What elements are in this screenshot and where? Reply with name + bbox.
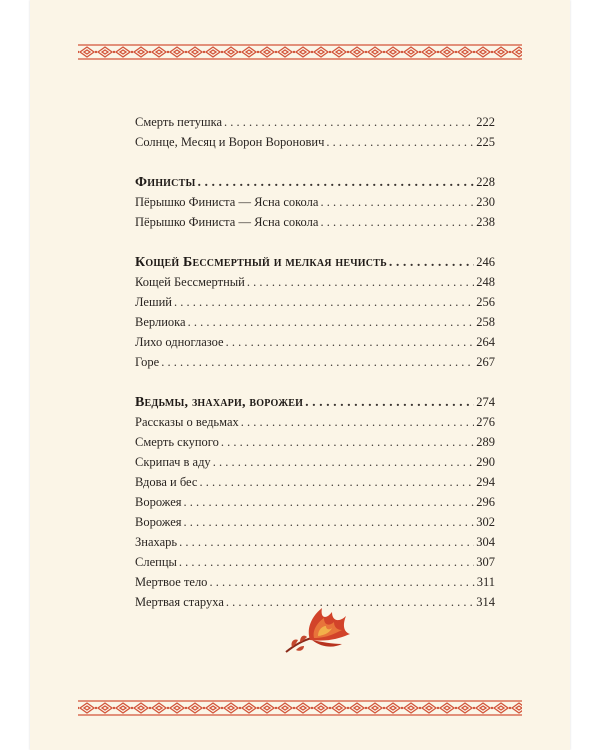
toc-entry (135, 453, 495, 471)
toc-dot-leader (174, 293, 474, 311)
toc-entry-title: Солнце, Месяц и Ворон Воронович (135, 135, 325, 149)
toc-entry-title: Смерть скупого (135, 435, 219, 449)
toc-entry (135, 113, 495, 131)
toc-page-number: 267 (476, 355, 495, 369)
toc-dot-leader (320, 213, 474, 231)
top-ornamental-border-icon (78, 44, 522, 60)
fire-flower-ornament-icon (282, 600, 352, 660)
toc-page-number: 289 (476, 435, 495, 449)
toc-page-number: 304 (476, 535, 495, 549)
toc-page-number: 222 (476, 115, 495, 129)
toc-page-number: 290 (476, 455, 495, 469)
book-page (30, 0, 570, 750)
toc-entry (135, 493, 495, 511)
toc-dot-leader (247, 273, 474, 291)
toc-page-number: 274 (476, 395, 495, 409)
toc-entry (135, 413, 495, 431)
toc-entry-title: Леший (135, 295, 172, 309)
toc-section-heading (135, 393, 495, 411)
toc-dot-leader (197, 174, 474, 192)
toc-entry-title: Ворожея (135, 515, 182, 529)
toc-entry (135, 433, 495, 451)
toc-dot-leader (161, 353, 474, 371)
toc-dot-leader (184, 513, 475, 531)
toc-entry (135, 273, 495, 291)
bottom-ornamental-border-icon (78, 700, 522, 716)
toc-page-number: 314 (476, 595, 495, 609)
toc-entry (135, 573, 495, 591)
toc-entry-title: Мертвая старуха (135, 595, 224, 609)
toc-page-number: 256 (476, 295, 495, 309)
toc-entry (135, 213, 495, 231)
toc-dot-leader (221, 433, 474, 451)
toc-entry-title: Кощей Бессмертный и мелкая нечисть (135, 255, 387, 270)
toc-entry (135, 533, 495, 551)
toc-page-number: 264 (476, 335, 495, 349)
toc-page-number: 228 (476, 175, 495, 189)
toc-dot-leader (389, 254, 474, 272)
toc-dot-leader (320, 193, 474, 211)
toc-entry (135, 553, 495, 571)
toc-entry-title: Ведьмы, знахари, ворожеи (135, 395, 304, 410)
toc-entry-title: Вдова и бес (135, 475, 198, 489)
toc-entry-title: Пёрышко Финиста — Ясна сокола (135, 215, 319, 229)
toc-entry-title: Кощей Бессмертный (135, 275, 245, 289)
toc-entry-title: Ворожея (135, 495, 182, 509)
toc-page-number: 302 (476, 515, 495, 529)
toc-page-number: 276 (476, 415, 495, 429)
toc-page-number: 246 (476, 255, 495, 269)
toc-dot-leader (184, 493, 475, 511)
toc-entry (135, 353, 495, 371)
toc-dot-leader (224, 113, 474, 131)
toc-entry (135, 313, 495, 331)
toc-section-heading (135, 253, 495, 271)
toc-dot-leader (179, 553, 474, 571)
toc-entry-title: Смерть петушка (135, 115, 223, 129)
toc-entry (135, 133, 495, 151)
toc-page-number: 294 (476, 475, 495, 489)
toc-entry-title: Финисты (135, 175, 196, 190)
toc-entry (135, 333, 495, 351)
toc-entry-title: Лихо одноглазое (135, 335, 224, 349)
toc-entry (135, 293, 495, 311)
toc-entry-title: Верлиока (135, 315, 186, 329)
toc-dot-leader (241, 413, 474, 431)
toc-dot-leader (199, 473, 474, 491)
toc-dot-leader (326, 133, 474, 151)
toc-entry (135, 193, 495, 211)
toc-page-number: 307 (476, 555, 495, 569)
toc-page-number: 296 (476, 495, 495, 509)
toc-page-number: 230 (476, 195, 495, 209)
toc-page-number: 248 (476, 275, 495, 289)
toc-dot-leader (305, 394, 474, 412)
toc-dot-leader (226, 333, 475, 351)
toc-entry-title: Пёрышко Финиста — Ясна сокола (135, 195, 319, 209)
toc-entry-title: Скрипач в аду (135, 455, 211, 469)
toc-page-number: 225 (476, 135, 495, 149)
toc-entry-title: Горе (135, 355, 160, 369)
toc-entry-title: Мертвое тело (135, 575, 208, 589)
toc-dot-leader (188, 313, 475, 331)
toc-page-number: 311 (476, 575, 495, 589)
toc-entry-title: Слепцы (135, 555, 177, 569)
toc-entry (135, 513, 495, 531)
toc-page-number: 258 (476, 315, 495, 329)
toc-dot-leader (179, 533, 474, 551)
toc-dot-leader (213, 453, 475, 471)
toc-entry (135, 473, 495, 491)
toc-entry-title: Знахарь (135, 535, 178, 549)
toc-entry-title: Рассказы о ведьмах (135, 415, 239, 429)
toc-dot-leader (209, 573, 474, 591)
toc-section-heading (135, 173, 495, 191)
toc-page-number: 238 (476, 215, 495, 229)
